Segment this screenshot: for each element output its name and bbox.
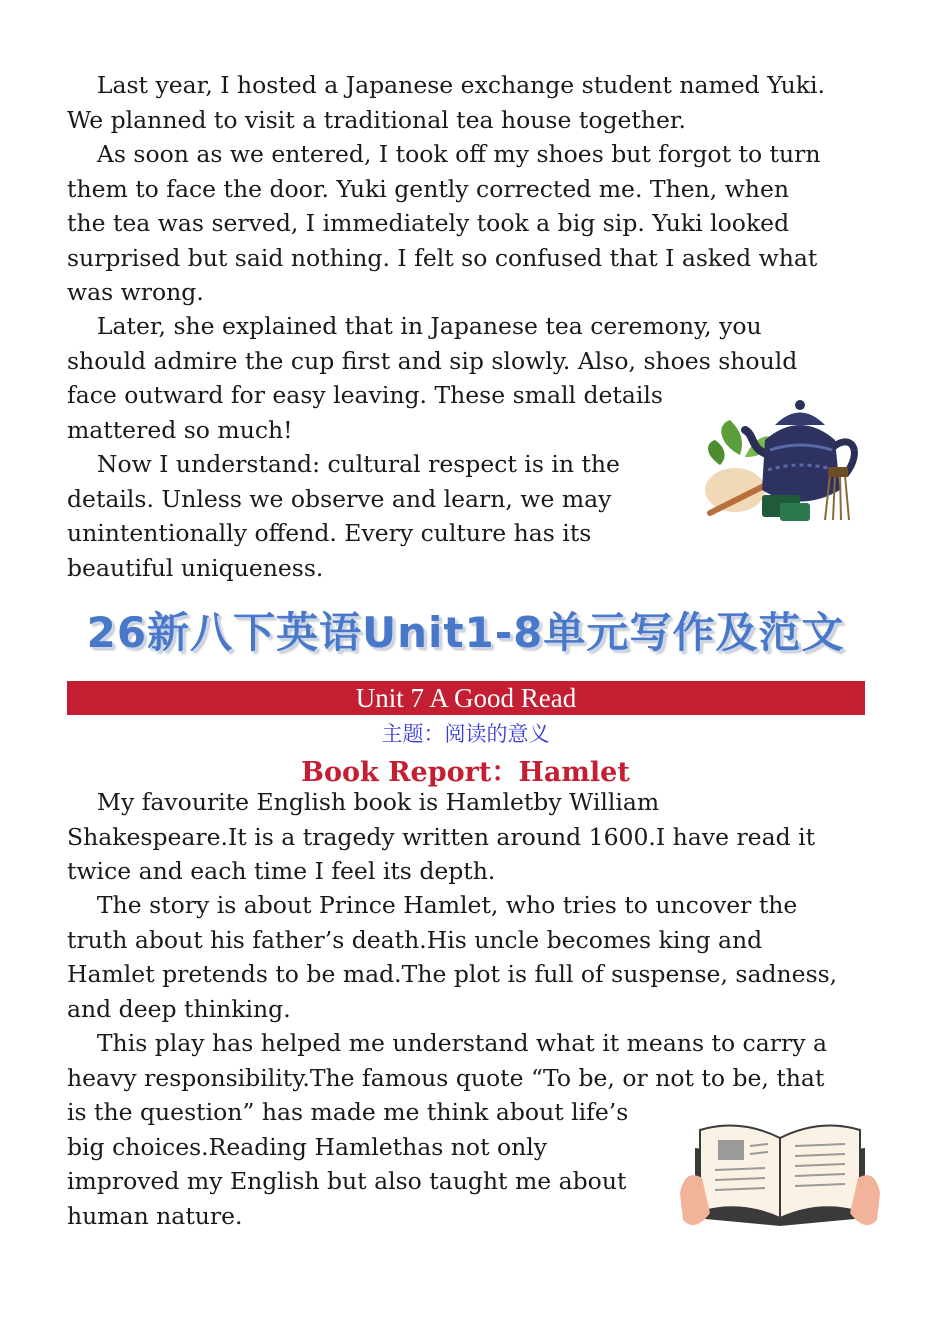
text-line: Shakespeare.It is a tragedy written around 1600.I have read it xyxy=(67,822,816,851)
text-line: big choices.Reading Hamlethas not only xyxy=(67,1132,548,1161)
text-line: Now I understand: cultural respect is in the xyxy=(67,450,620,478)
open-book-icon xyxy=(680,1108,880,1233)
text-line: This play has helped me understand what it means to carry a xyxy=(67,1029,827,1057)
report-paragraph-2 xyxy=(67,888,837,1026)
text-line: face outward for easy leaving. These small details xyxy=(67,381,663,409)
text-line: unintentionally offend. Every culture has its xyxy=(67,519,592,547)
text-line: Hamlet pretends to be mad.The plot is full of suspense, sadness, xyxy=(67,960,838,988)
text-line: the tea was served, I immediately took a big sip. Yuki looked xyxy=(67,209,790,237)
collection-title: 26新八下英语Unit1-8单元写作及范文 xyxy=(86,608,845,657)
text-line: human nature. xyxy=(67,1201,243,1230)
text-line: heavy responsibility.The famous quote “To be, or not to be, that xyxy=(67,1063,825,1092)
text-line: As soon as we entered, I took off my shoes but forgot to turn xyxy=(67,140,821,168)
text-line: My favourite English book is Hamletby William xyxy=(67,788,660,816)
text-line: was wrong. xyxy=(67,278,204,306)
text-line: truth about his father’s death.His uncle becomes king and xyxy=(67,925,763,954)
story-paragraph-4 xyxy=(67,447,620,585)
story-paragraph-1 xyxy=(67,68,825,137)
text-line: and deep thinking. xyxy=(67,994,291,1023)
text-line: should admire the cup first and sip slowly. Also, shoes should xyxy=(67,346,798,375)
theme-label: 主题：阅读的意义 xyxy=(381,722,550,746)
report-title: Book Report：Hamlet xyxy=(301,757,630,788)
text-line: is the question” has made me think about life’s xyxy=(67,1098,629,1126)
text-line: details. Unless we observe and learn, we may xyxy=(67,484,612,513)
text-line: beautiful uniqueness. xyxy=(67,553,324,582)
text-line: The story is about Prince Hamlet, who tries to uncover the xyxy=(67,891,798,919)
text-line: twice and each time I feel its depth. xyxy=(67,857,496,885)
text-line: Last year, I hosted a Japanese exchange student named Yuki. xyxy=(67,71,826,99)
unit-banner: Unit 7 A Good Read xyxy=(67,681,865,715)
story-paragraph-2 xyxy=(67,137,821,310)
text-line: surprised but said nothing. I felt so confused that I asked what xyxy=(67,243,818,272)
story-paragraph-3 xyxy=(67,309,797,447)
teapot-icon xyxy=(700,395,865,530)
text-line: improved my English but also taught me about xyxy=(67,1167,627,1195)
text-line: mattered so much! xyxy=(67,415,293,444)
text-line: them to face the door. Yuki gently corrected me. Then, when xyxy=(67,174,789,203)
text-line: We planned to visit a traditional tea house together. xyxy=(67,105,687,134)
text-line: Later, she explained that in Japanese tea ceremony, you xyxy=(67,312,762,340)
report-paragraph-1 xyxy=(67,785,815,889)
